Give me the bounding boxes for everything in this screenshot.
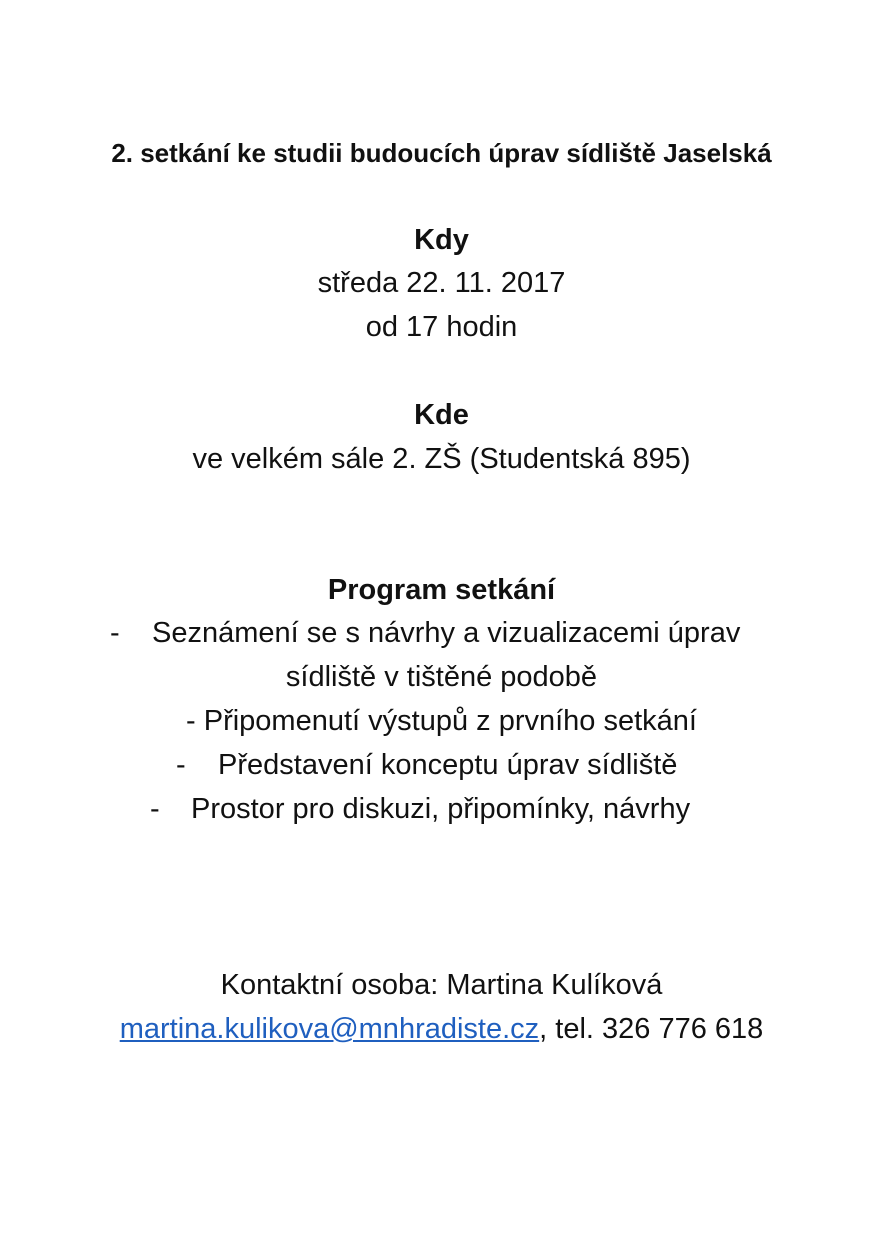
where-place: ve velkém sále 2. ZŠ (Studentská 895)	[192, 443, 691, 475]
program-item-text: Prostor pro diskuzi, připomínky, návrhy	[191, 793, 691, 825]
when-date: středa 22. 11. 2017	[317, 267, 566, 299]
document-title: 2. setkání ke studii budoucích úprav sídliště Jaselská	[111, 138, 772, 168]
program-item-text: Představení konceptu úprav sídliště	[218, 749, 678, 781]
program-item-marker: -	[186, 705, 196, 737]
where-heading: Kde	[414, 399, 469, 431]
program-item-marker: -	[150, 793, 160, 825]
program-item-text: Připomenutí výstupů z prvního setkání	[203, 705, 697, 737]
program-item-marker: -	[176, 749, 186, 781]
program-item-text: Seznámení se s návrhy a vizualizacemi úprav	[152, 617, 741, 649]
contact-email-link[interactable]: martina.kulikova@mnhradiste.cz	[119, 1013, 540, 1045]
program-heading: Program setkání	[327, 574, 556, 606]
when-time: od 17 hodin	[365, 311, 518, 343]
program-item	[0, 703, 883, 739]
program-item-marker: -	[110, 617, 120, 649]
program-item-continuation: sídliště v tištěné podobě	[285, 661, 598, 693]
contact-line	[0, 1011, 883, 1047]
contact-person: Kontaktní osoba: Martina Kulíková	[220, 969, 663, 1001]
contact-phone: , tel. 326 776 618	[539, 1013, 764, 1045]
when-heading: Kdy	[414, 224, 469, 256]
